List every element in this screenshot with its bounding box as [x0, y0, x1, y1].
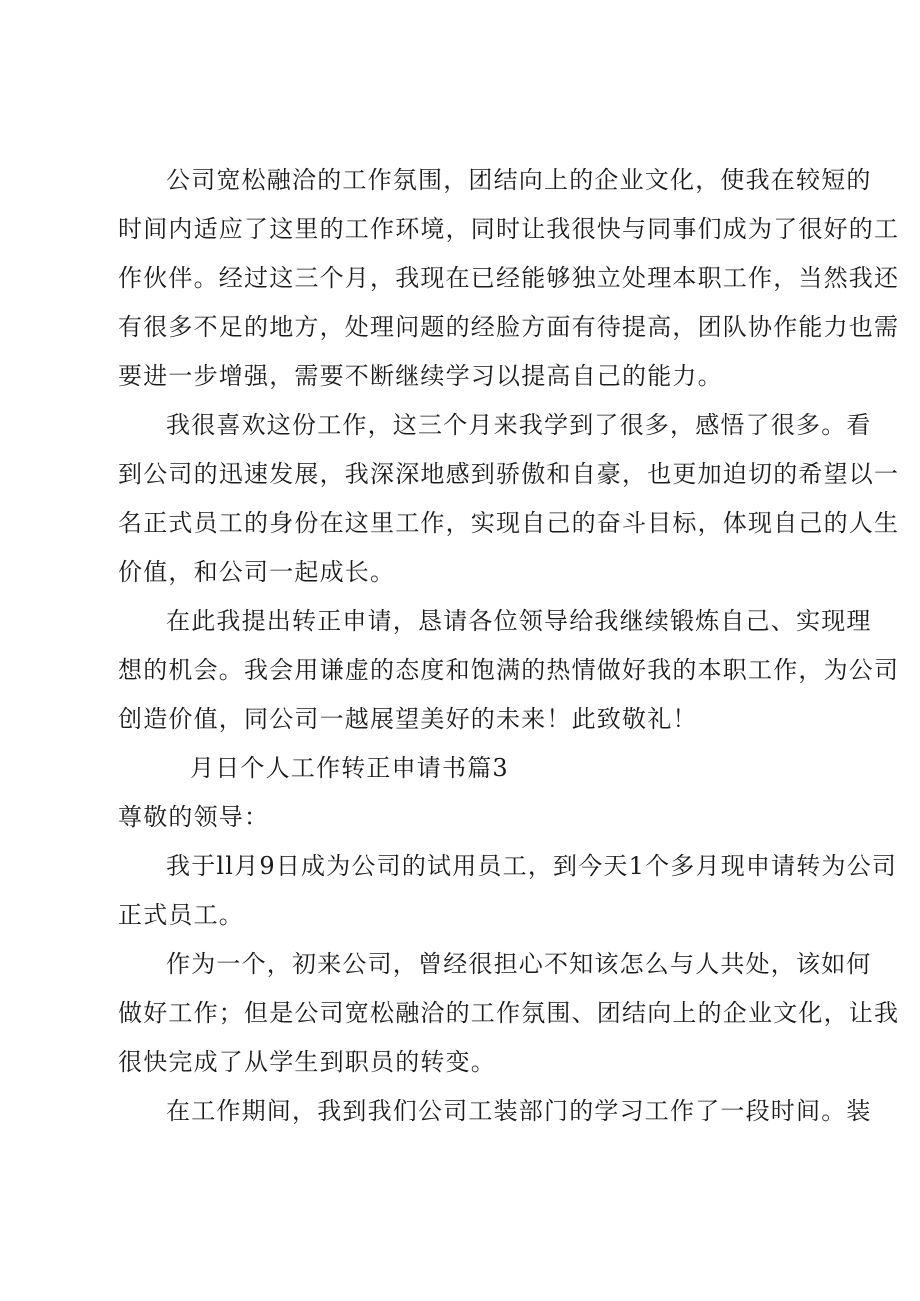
paragraph-1-line-3: 作伙伴。经过这三个月，我现在已经能够独立处理本职工作，当然我还	[118, 264, 900, 292]
paragraph-2-line-2: 到公司的迅速发展，我深深地感到骄傲和自豪，也更加迫切的希望以一	[118, 460, 900, 488]
salutation: 尊敬的领导：	[118, 803, 270, 831]
paragraph-2-line-4: 价值，和公司一起成长。	[118, 558, 396, 586]
paragraph-1-line-2: 时间内适应了这里的工作环境，同时让我很快与同事们成为了很好的工	[118, 215, 900, 243]
paragraph-5-line-1: 作为一个，初来公司，曾经很担心不知该怎么与人共处，该如何	[166, 950, 872, 978]
paragraph-1-line-5: 要进一步增强，需要不断继续学习以提高自己的能力。	[118, 362, 723, 390]
paragraph-6-line-1: 在工作期间，我到我们公司工装部门的学习工作了一段时间。装	[166, 1097, 872, 1125]
paragraph-2-line-1: 我很喜欢这份工作，这三个月来我学到了很多，感悟了很多。看	[166, 411, 872, 439]
paragraph-2-line-3: 名正式员工的身份在这里工作，实现自己的奋斗目标，体现自己的人生	[118, 509, 900, 537]
section-heading: 月日个人工作转正申请书篇3	[190, 754, 509, 782]
paragraph-4-line-2: 正式员工。	[118, 901, 244, 929]
paragraph-3-line-3: 创造价值，同公司一越展望美好的未来！此致敬礼！	[118, 705, 698, 733]
paragraph-3-line-2: 想的机会。我会用谦虚的态度和饱满的热情做好我的本职工作，为公司	[118, 656, 900, 684]
paragraph-1-line-1: 公司宽松融洽的工作氛围，团结向上的企业文化，使我在较短的	[166, 166, 872, 194]
paragraph-5-line-3: 很快完成了从学生到职员的转变。	[118, 1048, 496, 1076]
paragraph-4-line-1: 我于ll月9日成为公司的试用员工，到今天1个多月现申请转为公司	[166, 852, 898, 880]
paragraph-1-line-4: 有很多不足的地方，处理问题的经脸方面有待提高，团队协作能力也需	[118, 313, 900, 341]
paragraph-3-line-1: 在此我提出转正申请，恳请各位领导给我继续锻炼自己、实现理	[166, 607, 872, 635]
paragraph-5-line-2: 做好工作；但是公司宽松融洽的工作氛围、团结向上的企业文化，让我	[118, 999, 900, 1027]
